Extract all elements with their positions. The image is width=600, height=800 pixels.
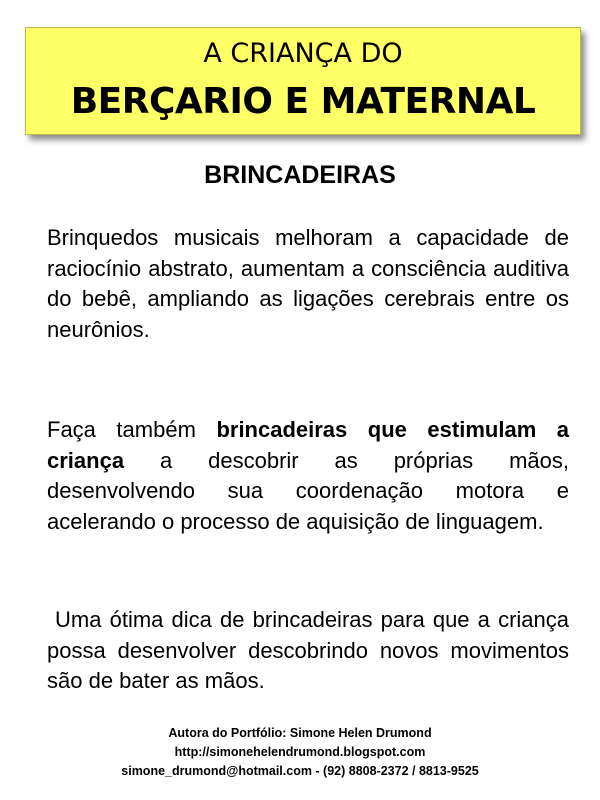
paragraph-3-text: Uma ótima dica de brincadeiras para que a criança possa desenvolver descobrindo novos movimentos são de bater as mãos.	[47, 607, 569, 693]
title-banner	[25, 27, 581, 135]
footer-author: Autora do Portfólio: Simone Helen Drumond	[168, 726, 432, 740]
footer-contact: simone_drumond@hotmail.com - (92) 8808-2372 / 8813-9525	[121, 764, 479, 778]
paragraph-2-bold: brincadeiras que estimulam a criança	[47, 417, 570, 473]
paragraph-2-end: a descobrir as próprias mãos, desenvolvendo sua coordenação motora e acelerando o processo de aquisição de linguagem.	[47, 447, 569, 534]
paragraph-1: Brinquedos musicais melhoram a capacidade de raciocínio abstrato, aumentam a consciência auditiva do bebê, ampliando as ligações cerebrais entre os neurônios.	[47, 225, 569, 342]
footer	[0, 724, 600, 781]
paragraph-3	[47, 605, 569, 697]
title-line-2: BERÇARIO E MATERNAL	[70, 81, 536, 122]
section-title: BRINCADEIRAS	[204, 161, 396, 189]
paragraph-2-start: Faça também	[47, 417, 217, 442]
footer-url: http://simonehelendrumond.blogspot.com	[174, 745, 426, 759]
title-line-1: A CRIANÇA DO	[203, 38, 403, 69]
paragraph-2	[47, 415, 569, 537]
